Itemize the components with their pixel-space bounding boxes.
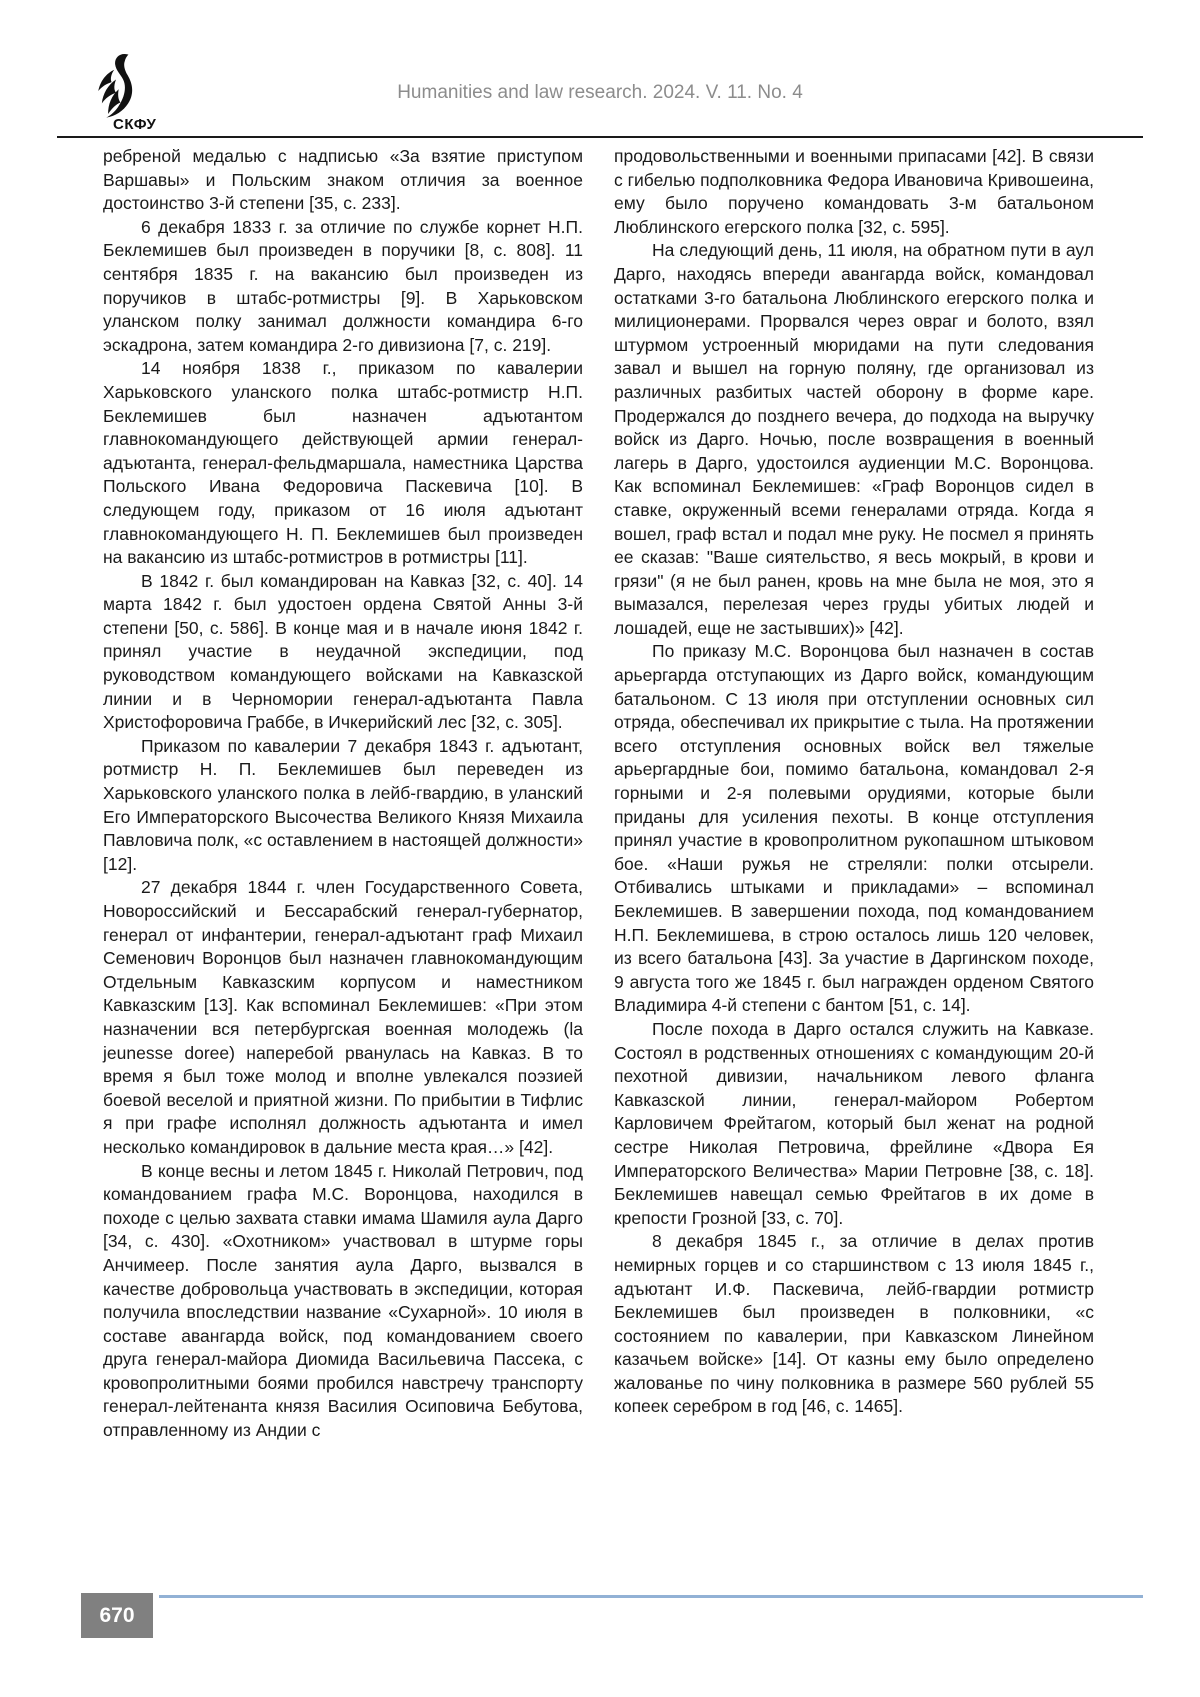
paragraph: Приказом по кавалерии 7 декабря 1843 г. адъютант, ротмистр Н. П. Беклемишев был переведен из Харьковского уланского полка в лейб-гвардию, в уланский Его Императорского Высочества Великого Князя Михаила Павловича полк, «с оставлением в настоящей должности» [12].	[103, 735, 583, 874]
left-column	[103, 145, 583, 1443]
paragraph: 27 декабря 1844 г. член Государственного Совета, Новороссийский и Бессарабский генерал-губернатор, генерал от инфантерии, генерал-адъютант граф Михаил Семенович Воронцов был назначен главнокомандующим Отдельным Кавказским корпусом и наместником Кавказским [13]. Как вспоминал Беклемишев: «При этом назначении вся петербургская военная молодежь (la jeunesse doree) наперебой рванулась на Кавказ. В то время я был тоже молод и вполне увлекался поэзией боевой веселой и приятной жизни. По прибытии в Тифлис я при графе исполнял должность адъютанта и имел несколько командировок в дальние места края…» [42].	[103, 877, 583, 1157]
paragraph: 6 декабря 1833 г. за отличие по службе корнет Н.П. Беклемишев был произведен в поручики [8, с. 808]. 11 сентября 1835 г. на вакансию был произведен из поручиков в штабс-ротмистры [9]. В Харьковском уланском полку занимал должности командира 6-го эскадрона, затем командира 2-го дивизиона [7, с. 219].	[103, 216, 583, 355]
paragraph: На следующий день, 11 июля, на обратном пути в аул Дарго, находясь впереди авангарда войск, командовал остатками 3-го батальона Люблинского егерского полка и милиционерами. Прорвался через овраг и болото, взял штурмом устроенный мюридами на пути следования завал и вышел на горную поляну, где организовал из различных разбитых частей оборону в форме каре. Продержался до позднего вечера, до подхода на выручку войск из Дарго. Ночью, после возвращения в военный лагерь в Дарго, удостоился аудиенции М.С. Воронцова. Как вспоминал Беклемишев: «Граф Воронцов сидел в ставке, окруженный всеми генералами отряда. Когда я вошел, граф встал и подал мне руку. Не посмел я принять ее сказав: "Ваше сиятельство, я весь мокрый, в крови и грязи" (я не был ранен, кровь на мне была не моя, это я вымазался, перелезая через груды убитых людей и лошадей, еще не застывших)» [42].	[614, 240, 1094, 638]
logo-text: СКФУ	[113, 116, 157, 133]
right-column	[614, 145, 1094, 1443]
paragraph: По приказу М.С. Воронцова был назначен в состав арьергарда отступающих из Дарго войск, командующим батальоном. С 13 июля при отступлении основных сил отряда, обеспечивал их прикрытие с тыла. На протяжении всего отступления основных войск вел тяжелые арьергардные бои, помимо батальона, командовал 2-я горными и 2-я полевыми орудиями, которые были приданы для усиления пехоты. В конце отступления принял участие в кровопролитном рукопашном штыковом бое. «Наши ружья не стреляли: полки отсырели. Отбивались штыками и прикладами» – вспоминал Беклемишев. В завершении похода, под командованием Н.П. Беклемишева, в строю осталось лишь 120 человек, из всего батальона [43]. За участие в Даргинском походе, 9 августа того же 1845 г. был награжден орденом Святого Владимира 4-й степени с бантом [51, с. 14].	[614, 641, 1094, 1016]
paragraph: В конце весны и летом 1845 г. Николай Петрович, под командованием графа М.С. Воронцова, находился в походе с целью захвата ставки имама Шамиля аула Дарго [34, с. 430]. «Охотником» участвовал в штурме горы Анчимеер. После занятия аула Дарго, вызвался в качестве добровольца участвовать в экспедиции, которая получила впоследствии название «Сухарной». 10 июля в составе авангарда войск, под командованием своего друга генерал-майора Диомида Васильевича Пассека, с кровопролитными боями пробился навстречу транспорту генерал-лейтенанта князя Василия Осиповича Бебутова, отправленному из Андии с	[103, 1160, 583, 1441]
paragraph: ребреной медалью с надписью «За взятие приступом Варшавы» и Польским знаком отличия за военное достоинство 3-й степени [35, с. 233].	[103, 146, 583, 214]
header-rule	[57, 136, 1143, 138]
article-body	[103, 145, 1095, 1443]
footer-rule	[159, 1595, 1143, 1598]
paragraph: После похода в Дарго остался служить на Кавказе. Состоял в родственных отношениях с командующим 20-й пехотной дивизии, начальником левого фланга Кавказской линии, генерал-майором Робертом Карловичем Фрейтагом, который был женат на родной сестре Николая Петровича, фрейлине «Двора Ея Императорского Величества» Марии Петровне [38, с. 18]. Беклемишев навещал семью Фрейтагов в их доме в крепости Грозной [33, с. 70].	[614, 1018, 1094, 1228]
paragraph: 14 ноября 1838 г., приказом по кавалерии Харьковского уланского полка штабс-ротмистр Н.П. Беклемишев был назначен адъютантом главнокомандующего действующей армии генерал-адъютанта, генерал-фельдмаршала, наместника Царства Польского Ивана Федоровича Паскевича [10]. В следующем году, приказом от 16 июля адъютант главнокомандующего Н. П. Беклемишев был произведен на вакансию из штабс-ротмистров в ротмистры [11].	[103, 358, 583, 568]
journal-title: Humanities and law research. 2024. V. 11. No. 4	[397, 82, 803, 103]
paragraph: В 1842 г. был командирован на Кавказ [32, с. 40]. 14 марта 1842 г. был удостоен ордена Святой Анны 3-й степени [50, с. 586]. В конце мая и в начале июня 1842 г. принял участие в неудачной экспедиции, под руководством командующего войсками на Кавказской линии и в Черномории генерал-адъютанта Павла Христофоровича Граббе, в Ичкерийский лес [32, с. 305].	[103, 570, 583, 733]
paragraph: продовольственными и военными припасами [42]. В связи с гибелью подполковника Федора Ивановича Кривошеина, ему было поручено командовать 3-м батальоном Люблинского егерского полка [32, с. 595].	[614, 146, 1094, 237]
page-number-badge: 670	[81, 1593, 153, 1638]
paragraph: 8 декабря 1845 г., за отличие в делах против немирных горцев и со старшинством с 13 июля 1845 г., адъютант И.Ф. Паскевича, лейб-гвардии ротмистр Беклемишев был произведен в полковники, «с состоянием по кавалерии, при Кавказском Линейном казачьем войске» [14]. От казны ему было определено жалованье по чину полковника в размере 560 рублей 55 копеек серебром в год [46, с. 1465].	[614, 1231, 1094, 1417]
